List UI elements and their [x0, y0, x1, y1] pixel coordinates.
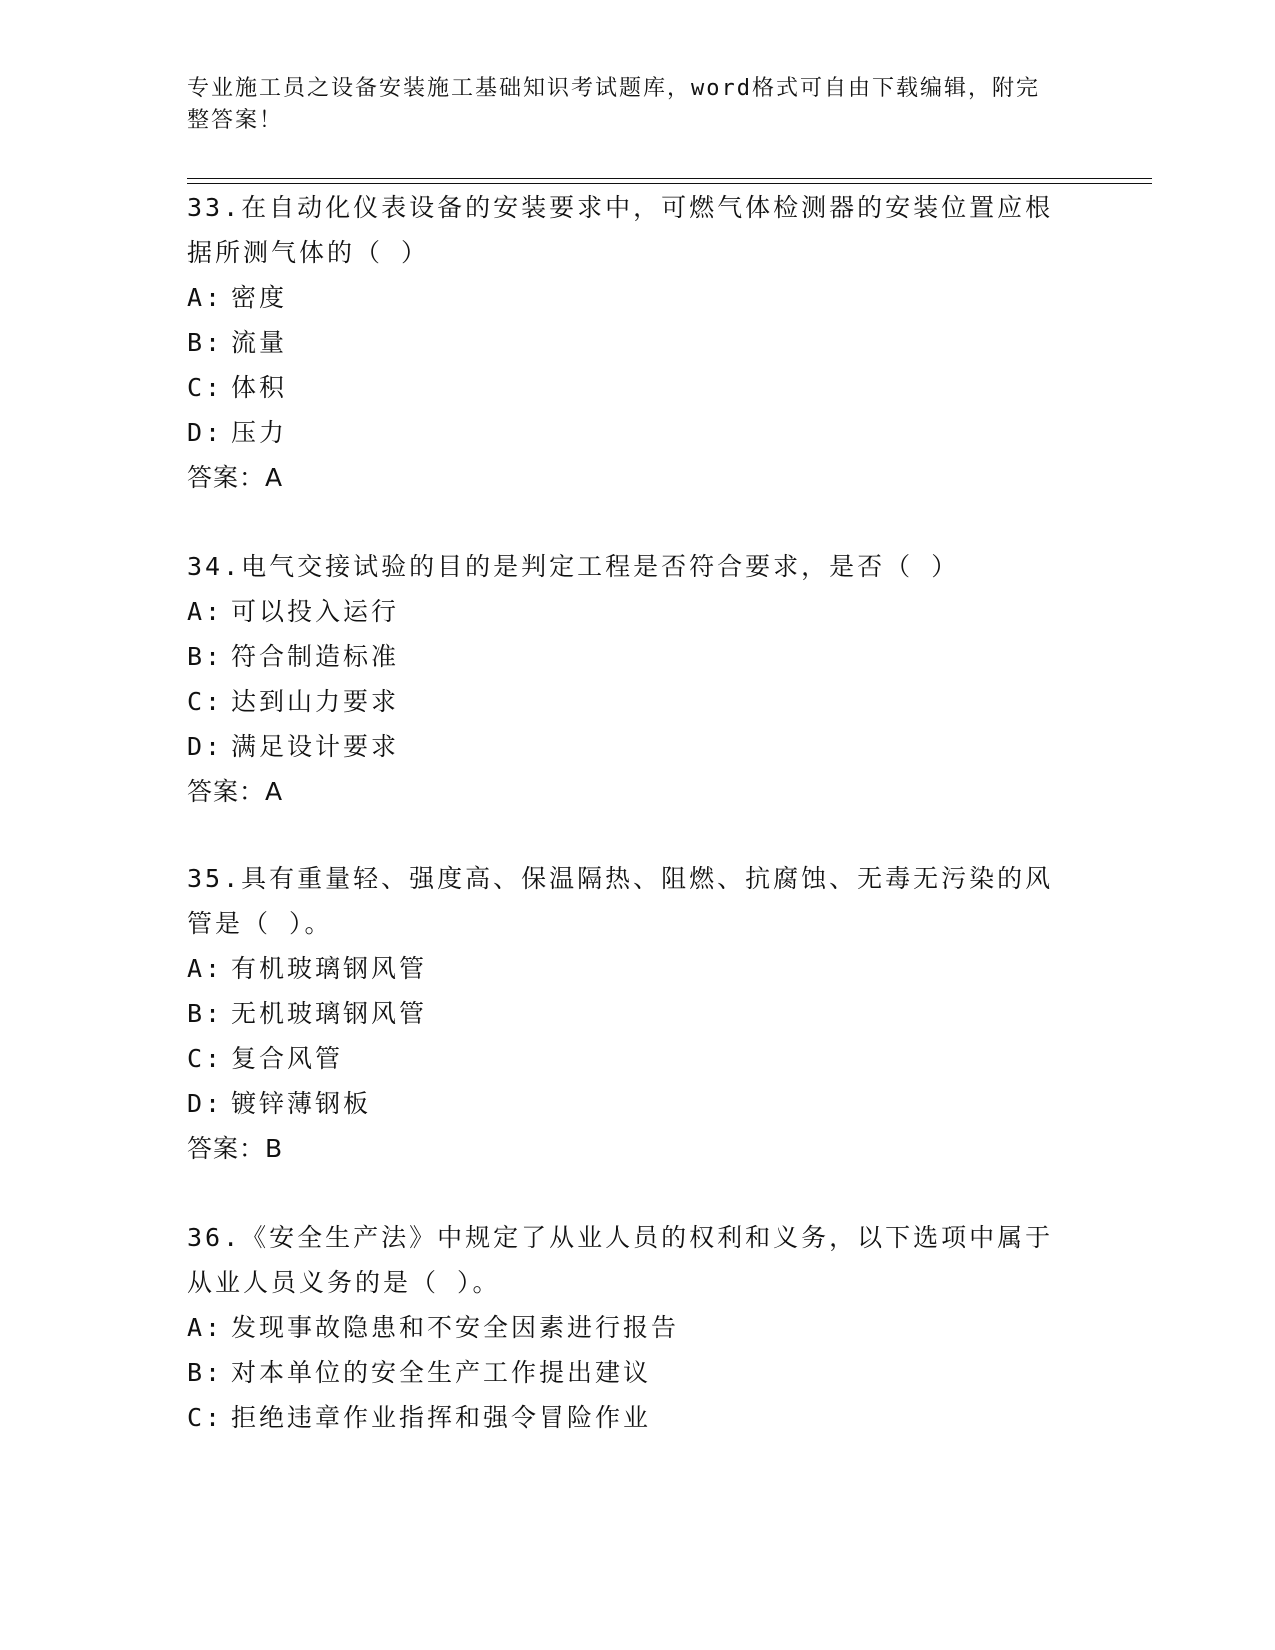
option-letter: C:: [187, 373, 224, 402]
header-divider-top: [187, 178, 1152, 179]
option-b: [187, 1350, 1087, 1395]
option-text: 符合制造标准: [231, 642, 400, 671]
option-letter: D:: [187, 732, 224, 761]
question-36: [187, 1215, 1087, 1440]
option-letter: A:: [187, 283, 224, 312]
question-stem-line: 从业人员义务的是（ ）。: [187, 1268, 501, 1297]
answer-line: 答案：B: [187, 1134, 284, 1163]
question-stem-line: 管是（ ）。: [187, 909, 333, 938]
option-text: 无机玻璃钢风管: [231, 999, 428, 1028]
option-text: 达到山力要求: [231, 687, 400, 716]
document-header: [187, 73, 1067, 137]
option-d: [187, 724, 1087, 769]
option-text: 满足设计要求: [231, 732, 400, 761]
option-letter: C:: [187, 1044, 224, 1073]
option-letter: D:: [187, 1089, 224, 1118]
option-d: [187, 410, 1087, 455]
option-a: [187, 275, 1087, 320]
option-a: [187, 1305, 1087, 1350]
option-b: [187, 634, 1087, 679]
option-text: 对本单位的安全生产工作提出建议: [231, 1358, 652, 1387]
option-c: [187, 679, 1087, 724]
option-text: 复合风管: [231, 1044, 344, 1073]
option-text: 流量: [231, 328, 288, 357]
option-c: [187, 365, 1087, 410]
option-letter: C:: [187, 687, 224, 716]
option-letter: A:: [187, 597, 224, 626]
question-stem-line: 34.电气交接试验的目的是判定工程是否符合要求，是否（ ）: [187, 552, 960, 581]
option-b: [187, 320, 1087, 365]
option-text: 发现事故隐患和不安全因素进行报告: [231, 1313, 680, 1342]
option-letter: C:: [187, 1403, 224, 1432]
question-stem-line: 36.《安全生产法》中规定了从业人员的权利和义务，以下选项中属于: [187, 1223, 1054, 1252]
option-letter: B:: [187, 1358, 224, 1387]
option-letter: A:: [187, 1313, 224, 1342]
option-letter: B:: [187, 328, 224, 357]
question-stem-line: 据所测气体的（ ）: [187, 238, 430, 267]
option-a: [187, 589, 1087, 634]
option-text: 密度: [231, 283, 288, 312]
option-a: [187, 946, 1087, 991]
option-c: [187, 1036, 1087, 1081]
question-stem-line: 33.在自动化仪表设备的安装要求中，可燃气体检测器的安装位置应根: [187, 193, 1054, 222]
option-d: [187, 1081, 1087, 1126]
header-line-1: 专业施工员之设备安装施工基础知识考试题库，word格式可自由下载编辑，附完: [187, 76, 1040, 101]
question-33: [187, 185, 1087, 500]
header-divider-bottom: [187, 183, 1152, 184]
answer-line: 答案：A: [187, 777, 284, 806]
question-35: [187, 856, 1087, 1171]
question-34: [187, 544, 1087, 814]
option-text: 镀锌薄钢板: [231, 1089, 372, 1118]
option-text: 体积: [231, 373, 288, 402]
answer-line: 答案：A: [187, 463, 284, 492]
option-text: 可以投入运行: [231, 597, 400, 626]
option-text: 拒绝违章作业指挥和强令冒险作业: [231, 1403, 652, 1432]
option-letter: D:: [187, 418, 224, 447]
option-c: [187, 1395, 1087, 1440]
option-letter: B:: [187, 642, 224, 671]
option-text: 有机玻璃钢风管: [231, 954, 428, 983]
question-stem-line: 35.具有重量轻、强度高、保温隔热、阻燃、抗腐蚀、无毒无污染的风: [187, 864, 1054, 893]
option-b: [187, 991, 1087, 1036]
option-letter: A:: [187, 954, 224, 983]
option-text: 压力: [231, 418, 288, 447]
header-line-2: 整答案！: [187, 108, 284, 133]
option-letter: B:: [187, 999, 224, 1028]
